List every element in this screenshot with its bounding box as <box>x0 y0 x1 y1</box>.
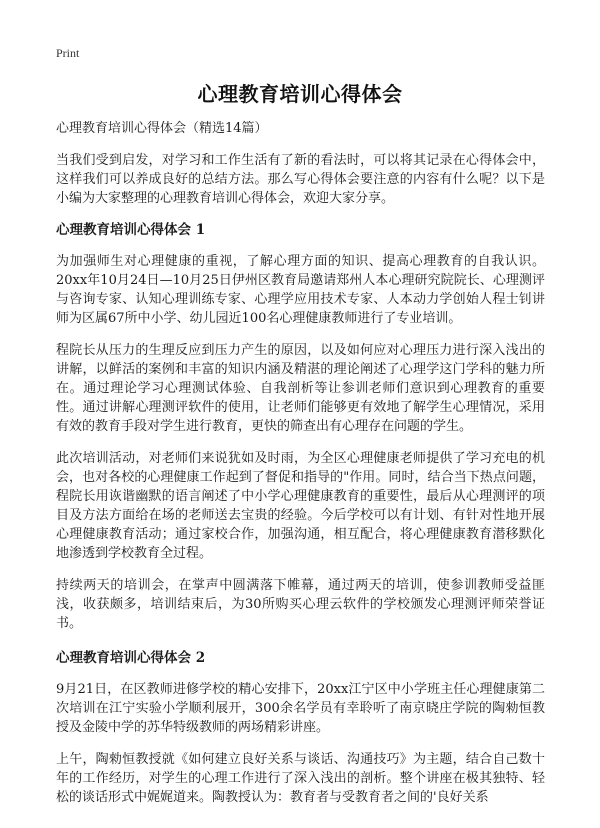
paragraph: 上午，陶勑恒教授就《如何建立良好关系与谈话、沟通技巧》为主题，结合自己数十年的工作经历，对学生的心理工作进行了深入浅出的剖析。整个讲座在极其独特、轻松的谈话形式中娓娓道来。陶教授认为：教育者与受教育者之间的'良好关系 <box>56 752 545 805</box>
section-heading: 心理教育培训心得体会 2 <box>56 650 206 666</box>
section-heading: 心理教育培训心得体会 1 <box>56 222 206 238</box>
intro-paragraph: 当我们受到启发，对学习和工作生活有了新的看法时，可以将其记录在心得体会中，这样我们可以养成良好的总结方法。那么写心得体会要注意的内容有什么呢？以下是小编为大家整理的心理教育培训心得体会，欢迎大家分享。 <box>56 153 545 206</box>
paragraph: 程院长从压力的生理反应到压力产生的原因，以及如何应对心理压力进行深入浅出的讲解，以鲜活的案例和丰富的知识内涵及精湛的理论阐述了心理学这门学科的魅力所在。通过理论学习心理测试体验、自我剖析等让参训老师们意识到心理教育的重要性。通过讲解心理测评软件的使用，让老师们能够更有效地了解学生心理情况，采用有效的教育手段对学生进行教育，更快的筛查出有心理存在问题的学生。 <box>56 343 545 434</box>
paragraph: 为加强师生对心理健康的重视，了解心理方面的知识、提高心理教育的自我认识。20xx年10月24日—10月25日伊州区教育局邀请郑州人本心理研究院院长、心理测评与咨询专家、认知心理训练专家、心理学应用技术专家、人本动力学创始人程士钊讲师为区属67所中小学、幼儿园近100名心理健康教师进行了专业培训。 <box>56 254 545 326</box>
print-link[interactable]: Print <box>56 46 80 60</box>
paragraph: 9月21日，在区教师进修学校的精心安排下，20xx江宁区中小学班主任心理健康第二次培训在江宁实验小学顺利展开，300余名学员有幸聆听了南京晓庄学院的陶勑恒教授及金陵中学的苏华特级教师的两场精彩讲座。 <box>56 682 545 735</box>
paragraph: 此次培训活动，对老师们来说犹如及时雨，为全区心理健康老师提供了学习充电的机会，也对各校的心理健康工作起到了督促和指导的"作用。同时，结合当下热点问题，程院长用诙谐幽默的语言阐述了中小学心理健康教育的重要性，最后从心理测评的项目及方法方面给在场的老师送去宝贵的经验。今后学校可以有计划、有针对性地开展心理健康教育活动；通过家校合作，加强沟通，相互配合，将心理健康教育潜移默化地渗透到学校教育全过程。 <box>56 451 545 561</box>
paragraph: 持续两天的培训会，在掌声中圆满落下帷幕，通过两天的培训，使参训教师受益匪浅，收获颇多，培训结束后，为30所购买心理云软件的学校颁发心理测评师荣誉证书。 <box>56 578 545 631</box>
document-subtitle: 心理教育培训心得体会（精选14篇） <box>56 121 268 136</box>
page-title: 心理教育培训心得体会 <box>197 82 403 106</box>
document-body <box>56 120 545 820</box>
